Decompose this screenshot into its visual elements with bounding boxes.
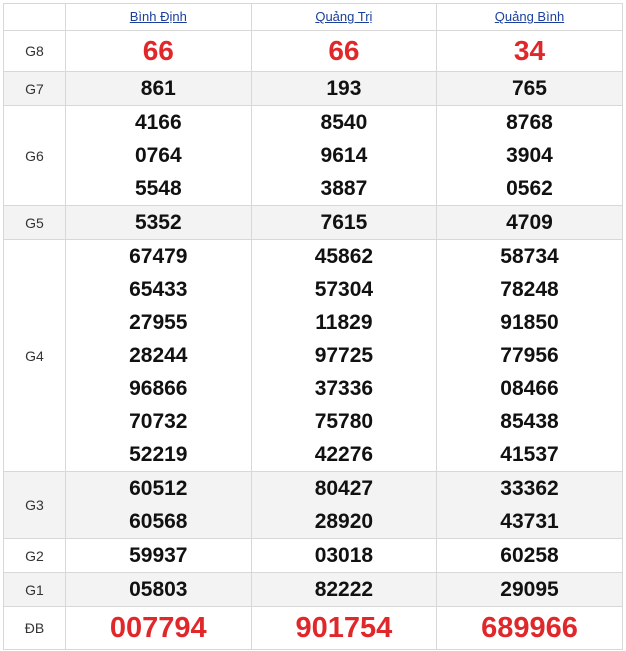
special-prize-value: 007794	[66, 607, 252, 650]
province-link-quang-tri[interactable]: Quảng Trị	[315, 9, 373, 24]
special-prize-value: 689966	[437, 607, 623, 650]
prize-value: 80427	[314, 477, 374, 500]
prize-label: G3	[4, 472, 66, 539]
prize-value: 70732	[129, 410, 188, 433]
prize-value: 45862	[314, 245, 374, 268]
prize-cell	[437, 106, 623, 206]
prize-value: 193	[251, 72, 437, 106]
prize-value: 77956	[500, 344, 559, 367]
prize-value: 42276	[314, 443, 374, 466]
header-corner	[4, 4, 66, 31]
prize-value: 67479	[129, 245, 188, 268]
province-header	[437, 4, 623, 31]
prize-value: 3887	[320, 177, 368, 200]
prize-cell	[66, 472, 252, 539]
prize-value: 78248	[500, 278, 559, 301]
prize-value: 7615	[251, 206, 437, 240]
prize-value: 60512	[129, 477, 188, 500]
prize-cell	[251, 240, 437, 472]
prize-value: 58734	[500, 245, 559, 268]
province-link-binh-dinh[interactable]: Bình Định	[129, 9, 187, 24]
prize-value: 4166	[134, 111, 182, 134]
prize-value: 91850	[500, 311, 559, 334]
prize-value: 03018	[251, 539, 437, 573]
prize-value: 11829	[315, 311, 373, 334]
prize-value: 97725	[314, 344, 374, 367]
province-header	[251, 4, 437, 31]
lottery-results-table	[3, 3, 623, 650]
prize-cell	[437, 240, 623, 472]
prize-label: G4	[4, 240, 66, 472]
prize-label: ĐB	[4, 607, 66, 650]
prize-value: 5548	[134, 177, 182, 200]
prize-row-g5	[4, 206, 623, 240]
header-row	[4, 4, 623, 31]
prize-value: 0764	[134, 144, 182, 167]
prize-value: 75780	[314, 410, 374, 433]
prize-label: G8	[4, 31, 66, 72]
prize-value: 9614	[320, 144, 368, 167]
prize-cell	[437, 472, 623, 539]
prize-value: 52219	[129, 443, 188, 466]
prize-value: 41537	[500, 443, 559, 466]
prize-label: G1	[4, 573, 66, 607]
prize-row-g3	[4, 472, 623, 539]
prize-row-g2	[4, 539, 623, 573]
prize-value: 66	[66, 31, 252, 72]
prize-value: 28920	[314, 510, 374, 533]
prize-value: 8540	[320, 111, 368, 134]
prize-value: 4709	[437, 206, 623, 240]
prize-cell	[251, 106, 437, 206]
prize-value: 08466	[500, 377, 559, 400]
prize-value: 65433	[129, 278, 188, 301]
prize-value: 60258	[437, 539, 623, 573]
prize-label: G5	[4, 206, 66, 240]
prize-cell	[66, 240, 252, 472]
prize-value: 85438	[500, 410, 559, 433]
prize-value: 60568	[129, 510, 188, 533]
prize-value: 27955	[129, 311, 188, 334]
prize-row-special	[4, 607, 623, 650]
prize-row-g4	[4, 240, 623, 472]
prize-label: G6	[4, 106, 66, 206]
prize-value: 33362	[500, 477, 559, 500]
special-prize-value: 901754	[251, 607, 437, 650]
prize-row-g8	[4, 31, 623, 72]
prize-value: 66	[251, 31, 437, 72]
prize-label: G2	[4, 539, 66, 573]
prize-value: 05803	[66, 573, 252, 607]
prize-value: 37336	[314, 377, 374, 400]
prize-row-g7	[4, 72, 623, 106]
prize-cell	[66, 106, 252, 206]
prize-value: 96866	[129, 377, 188, 400]
prize-row-g6	[4, 106, 623, 206]
prize-value: 3904	[506, 144, 553, 167]
prize-value: 0562	[506, 177, 553, 200]
prize-value: 57304	[314, 278, 374, 301]
prize-value: 28244	[129, 344, 188, 367]
prize-value: 861	[66, 72, 252, 106]
prize-value: 29095	[437, 573, 623, 607]
prize-value: 59937	[66, 539, 252, 573]
province-link-quang-binh[interactable]: Quảng Bình	[494, 9, 565, 24]
prize-value: 82222	[251, 573, 437, 607]
prize-value: 5352	[66, 206, 252, 240]
prize-label: G7	[4, 72, 66, 106]
prize-value: 43731	[500, 510, 559, 533]
province-header	[66, 4, 252, 31]
prize-cell	[251, 472, 437, 539]
prize-value: 34	[437, 31, 623, 72]
prize-row-g1	[4, 573, 623, 607]
prize-value: 8768	[506, 111, 553, 134]
prize-value: 765	[437, 72, 623, 106]
